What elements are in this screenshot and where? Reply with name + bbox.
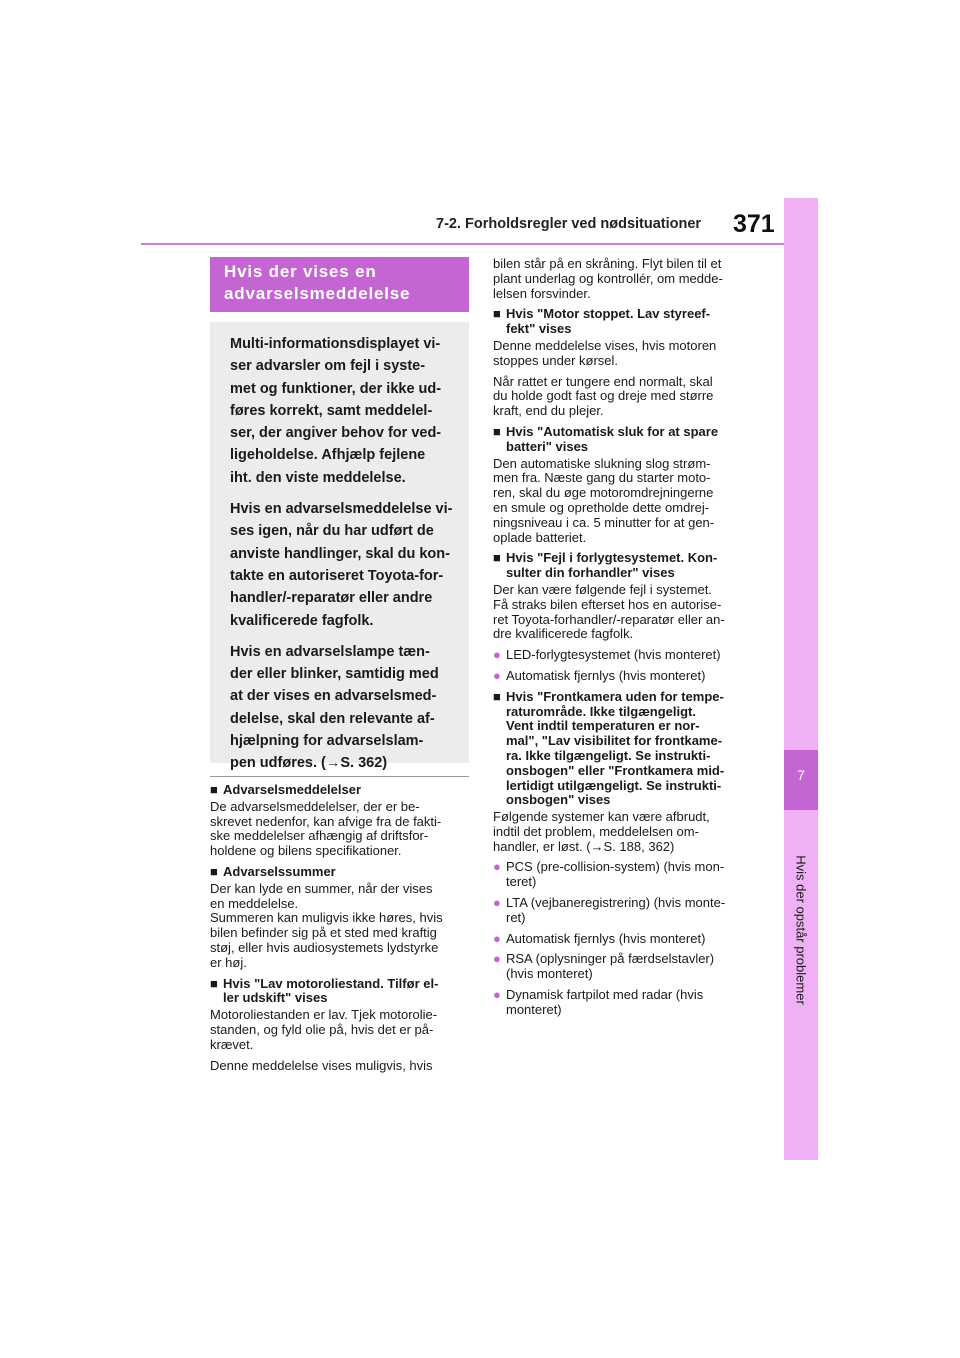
intro-paragraph-1: Multi-informationsdisplayet vi- ser advarsler om fejl i syste- met og funktioner, der ikke ud- føres korrekt, samt meddelel- ser, der angiver behov for ved- ligeholdelse. Afhjælp fejlene iht. den viste meddelelse. — [230, 336, 442, 486]
left-column — [210, 783, 472, 1079]
paragraph: Der kan lyde en summer, når der vises en meddelelse. Summeren kan muligvis ikke høres, hvis bilen befinder sig på et sted med kraftig støj, eller hvis audiosystemets lydstyrke er høj. — [210, 880, 443, 970]
round-bullet-icon: ● — [493, 667, 501, 683]
right-column — [493, 257, 755, 1024]
list-item: ● Automatisk fjernlys (hvis monteret) — [493, 930, 706, 946]
list-item: ● PCS (pre-collision-system) (hvis mon- teret) — [493, 859, 725, 890]
list-item: ● LED-forlygtesystemet (hvis monteret) — [493, 647, 721, 663]
paragraph: Når rattet er tungere end normalt, skal du holde godt fast og dreje med større kraft, end du plejer. — [493, 373, 714, 419]
section-title: 7-2. Forholdsregler ved nødsituationer — [436, 216, 702, 232]
page-reference[interactable]: pen udføres. (→S. 362) — [230, 755, 388, 772]
intro-paragraph-2: Hvis en advarselsmeddelelse vi- ses igen, når du har udført de anviste handlinger, skal du kon- takte en autoriseret Toyota-for- handler/-reparatør eller andre kvalificerede fagfolk. — [230, 501, 453, 629]
page-number: 371 — [733, 210, 775, 238]
round-bullet-icon: ● — [493, 987, 501, 1003]
subheading: ■ Advarselsmeddelelser — [210, 782, 362, 797]
round-bullet-icon: ● — [493, 930, 501, 946]
square-bullet-icon: ■ — [493, 423, 501, 439]
list-item: ● LTA (vejbaneregistrering) (hvis monte- ret) — [493, 895, 726, 925]
round-bullet-icon: ● — [493, 647, 501, 663]
square-bullet-icon: ■ — [210, 782, 218, 797]
paragraph: Motoroliestanden er lav. Tjek motorolie- standen, og fyld olie på, hvis det er på- krævet. — [210, 1007, 438, 1052]
paragraph: Denne meddelelse vises muligvis, hvis — [210, 1057, 433, 1073]
header-rule — [141, 243, 784, 245]
paragraph: Den automatiske slukning slog strøm- men fra. Næste gang du starter moto- ren, skal du øge motoromdrejningerne en smule og opretholde dette omdrej- ningsniveau i ca. 5 minutter for at gen- oplade batteriet. — [493, 455, 715, 545]
square-bullet-icon: ■ — [210, 975, 218, 991]
page-reference[interactable]: handler, er løst. (→S. 188, 362) — [493, 838, 675, 854]
section-heading-line: advarselsmeddelelse — [224, 284, 411, 303]
square-bullet-icon: ■ — [210, 863, 218, 879]
divider — [210, 776, 469, 777]
section-heading — [210, 257, 469, 312]
paragraph: Der kan være følgende fejl i systemet. Få straks bilen efterset hos en autorise- ret Toyota-forhandler/-reparatør eller an- dre kvalificerede fagfolk. — [493, 581, 725, 642]
subheading: ■ Hvis "Frontkamera uden for tempe- raturområde. Ikke tilgængeligt. Vent indtil temperaturen er nor- mal", "Lav visibilitet for frontkame- ra. Ikke tilgængeligt. Se instrukti- onsbogen" eller "Frontkamera mid- lertidigt utilgængeligt. Se instrukti- onsbogen" vises — [493, 688, 725, 808]
subheading: ■ Hvis "Motor stoppet. Lav styreef- fekt" vises — [493, 306, 711, 337]
paragraph: Følgende systemer kan være afbrudt, indtil det problem, meddelelsen om- handler, er løst. (→S. 188, 362) — [493, 809, 710, 854]
paragraph: Denne meddelelse vises, hvis motoren stoppes under kørsel. — [493, 337, 717, 368]
square-bullet-icon: ■ — [493, 688, 501, 704]
subheading: ■ Advarselssummer — [210, 863, 336, 879]
intro-box — [210, 322, 469, 772]
round-bullet-icon: ● — [493, 951, 501, 967]
round-bullet-icon: ● — [493, 859, 501, 875]
chapter-title: Hvis der opstår problemer — [793, 855, 809, 1005]
subheading: ■ Hvis "Automatisk sluk for at spare batteri" vises — [493, 423, 719, 454]
square-bullet-icon: ■ — [493, 550, 501, 566]
list-item: ● Dynamisk fartpilot med radar (hvis monteret) — [493, 987, 704, 1017]
square-bullet-icon: ■ — [493, 306, 501, 322]
list-item: ● RSA (oplysninger på færdselstavler) (hvis monteret) — [493, 951, 715, 982]
subheading: ■ Hvis "Lav motoroliestand. Tilfør el- ler udskift" vises — [210, 975, 439, 1006]
round-bullet-icon: ● — [493, 895, 501, 911]
intro-paragraph-3: Hvis en advarselslampe tæn- der eller blinker, samtidig med at der vises en advarselsmed- delelse, skal den relevante af- hjælpning for advarselslam- pen udføres. (→S. 362) — [230, 643, 439, 772]
subheading: ■ Hvis "Fejl i forlygtesystemet. Kon- sulter din forhandler" vises — [493, 550, 718, 581]
list-item: ● Automatisk fjernlys (hvis monteret) — [493, 667, 706, 683]
chapter-number: 7 — [797, 767, 805, 783]
paragraph: bilen står på en skråning. Flyt bilen til et plant underlag og kontrollér, om medde- lelsen forsvinder. — [493, 256, 723, 301]
paragraph: De advarselsmeddelelser, der er be- skrevet nedenfor, kan afvige fra de fakti- ske meddelelser afhængig af driftsfor- holdene og bilens specifikationer. — [210, 798, 442, 859]
chapter-side-tab — [784, 198, 818, 1160]
section-heading-line: Hvis der vises en — [224, 262, 377, 281]
